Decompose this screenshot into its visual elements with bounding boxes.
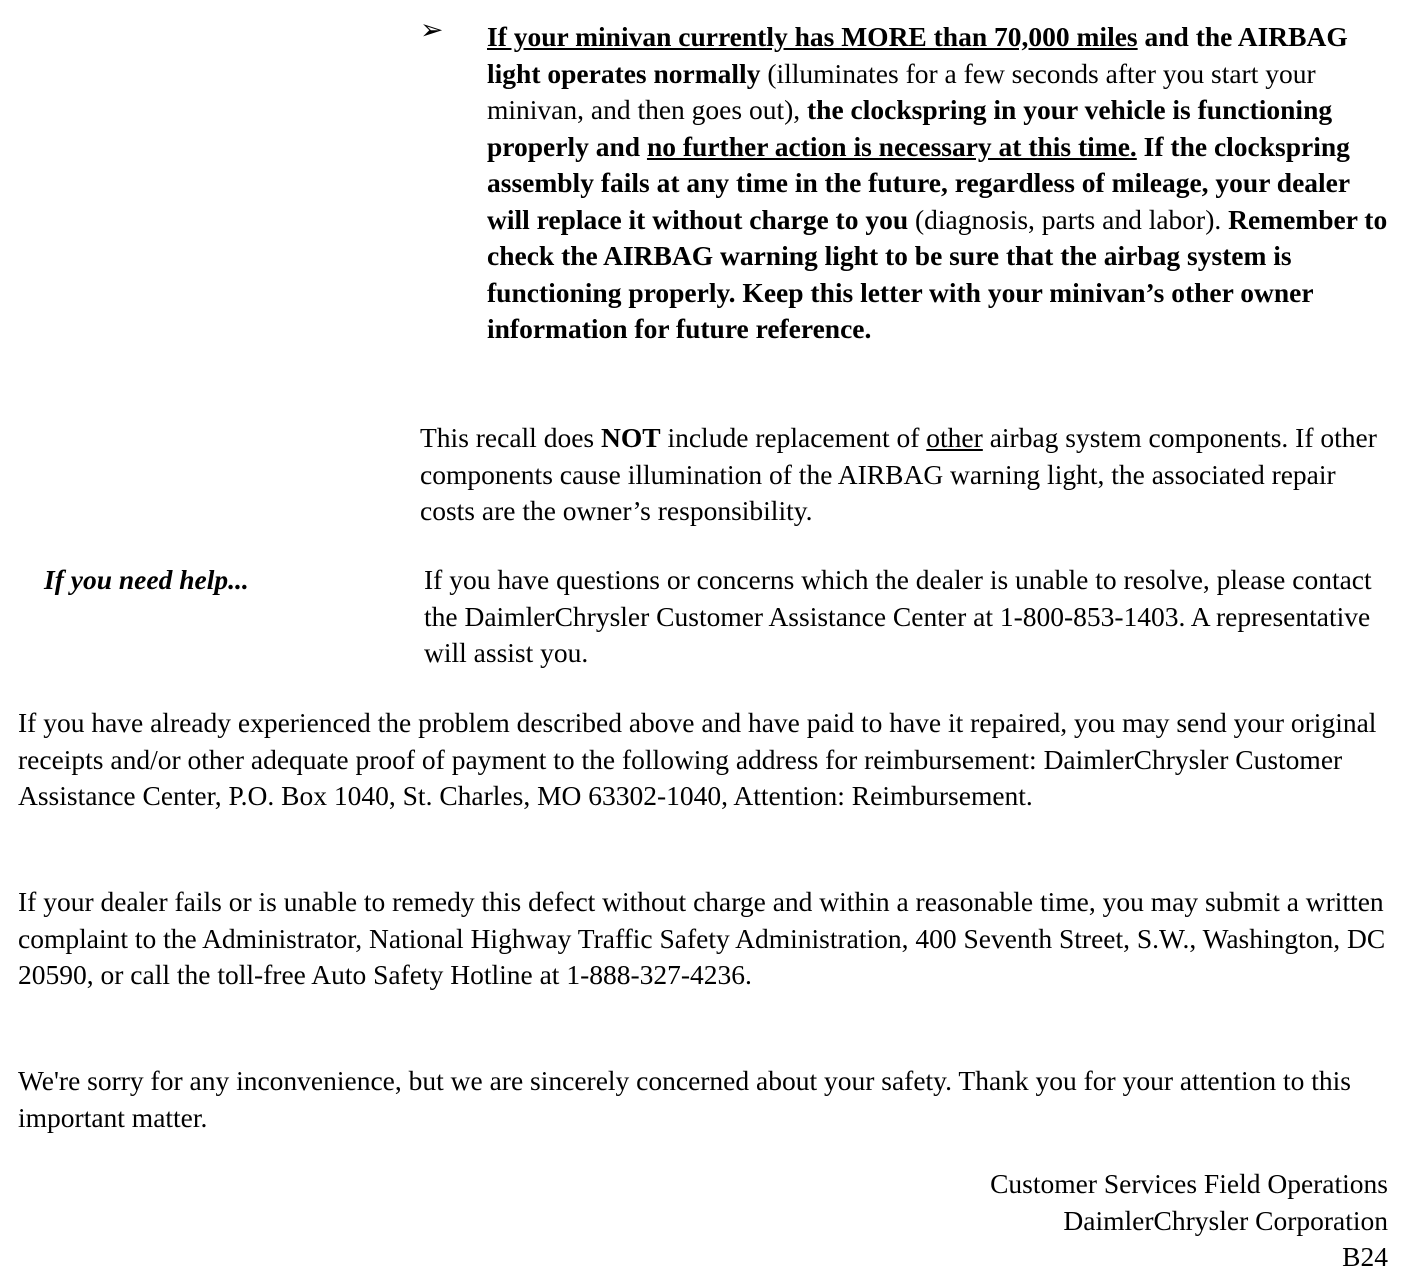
coverage-detail: (diagnosis, parts and labor). xyxy=(908,203,1229,235)
signature-company: DaimlerChrysler Corporation xyxy=(1063,1204,1388,1236)
future-failure-text: If the clockspring assembly fails at any time in the future, regardless of mileage, your dealer will replace it without charge to you xyxy=(487,130,1350,235)
airbag-normal-text: and the AIRBAG light operates normally xyxy=(487,21,1348,89)
help-label: If you need help... xyxy=(44,564,249,595)
recall-note-part: This recall does xyxy=(420,422,601,453)
mileage-bullet-block xyxy=(487,19,1397,348)
reminder-text: Remember to check the AIRBAG warning light to be sure that the airbag system is functioning properly. Keep this letter with your minivan’s other owner information for future reference. xyxy=(487,203,1388,344)
bullet-arrow-icon: ➢ xyxy=(420,13,444,46)
no-action-text: no further action is necessary at this time. xyxy=(646,130,1137,162)
recall-note-not: NOT xyxy=(600,422,661,453)
recall-exclusion-note xyxy=(420,420,1395,530)
airbag-normal-explanation: (illuminates for a few seconds after you start your minivan, and then goes out), xyxy=(487,57,1316,125)
help-text: If you have questions or concerns which the dealer is unable to resolve, please contact the DaimlerChrysler Customer Assistance Center at 1-800-853-1403. A representative will assist you. xyxy=(424,564,1372,668)
mileage-bullet-text xyxy=(487,19,1397,348)
recall-note-part: airbag system components. If other components cause illumination of the AIRBAG warning light, the associated repair costs are the owner’s responsibility. xyxy=(420,422,1377,526)
signature-department: Customer Services Field Operations xyxy=(990,1168,1388,1199)
closing-paragraph: We're sorry for any inconvenience, but we are sincerely concerned about your safety. Thank you for your attention to this important matter. xyxy=(18,1065,1351,1133)
recall-note-other: other xyxy=(926,422,983,453)
clockspring-status: the clockspring in your vehicle is functioning properly and xyxy=(487,94,1333,162)
signature-block xyxy=(990,1166,1388,1276)
reimbursement-paragraph: If you have already experienced the problem described above and have paid to have it repaired, you may send your original receipts and/or other adequate proof of payment to the following address for reimbursement: DaimlerChrysler Customer Assistance Center, P.O. Box 1040, St. Charles, MO 63302-1040, Attention: Reimbursement. xyxy=(18,707,1377,811)
complaint-paragraph: If your dealer fails or is unable to remedy this defect without charge and within a reasonable time, you may submit a written complaint to the Administrator, National Highway Traffic Safety Administration, 400 Seventh Street, S.W., Washington, DC 20590, or call the toll-free Auto Safety Hotline at 1-888-327-4236. xyxy=(18,886,1386,990)
document-code: B24 xyxy=(1342,1241,1388,1272)
mileage-condition: If your minivan currently has MORE than 70,000 miles xyxy=(487,21,1138,52)
recall-note-part: include replacement of xyxy=(660,422,927,453)
